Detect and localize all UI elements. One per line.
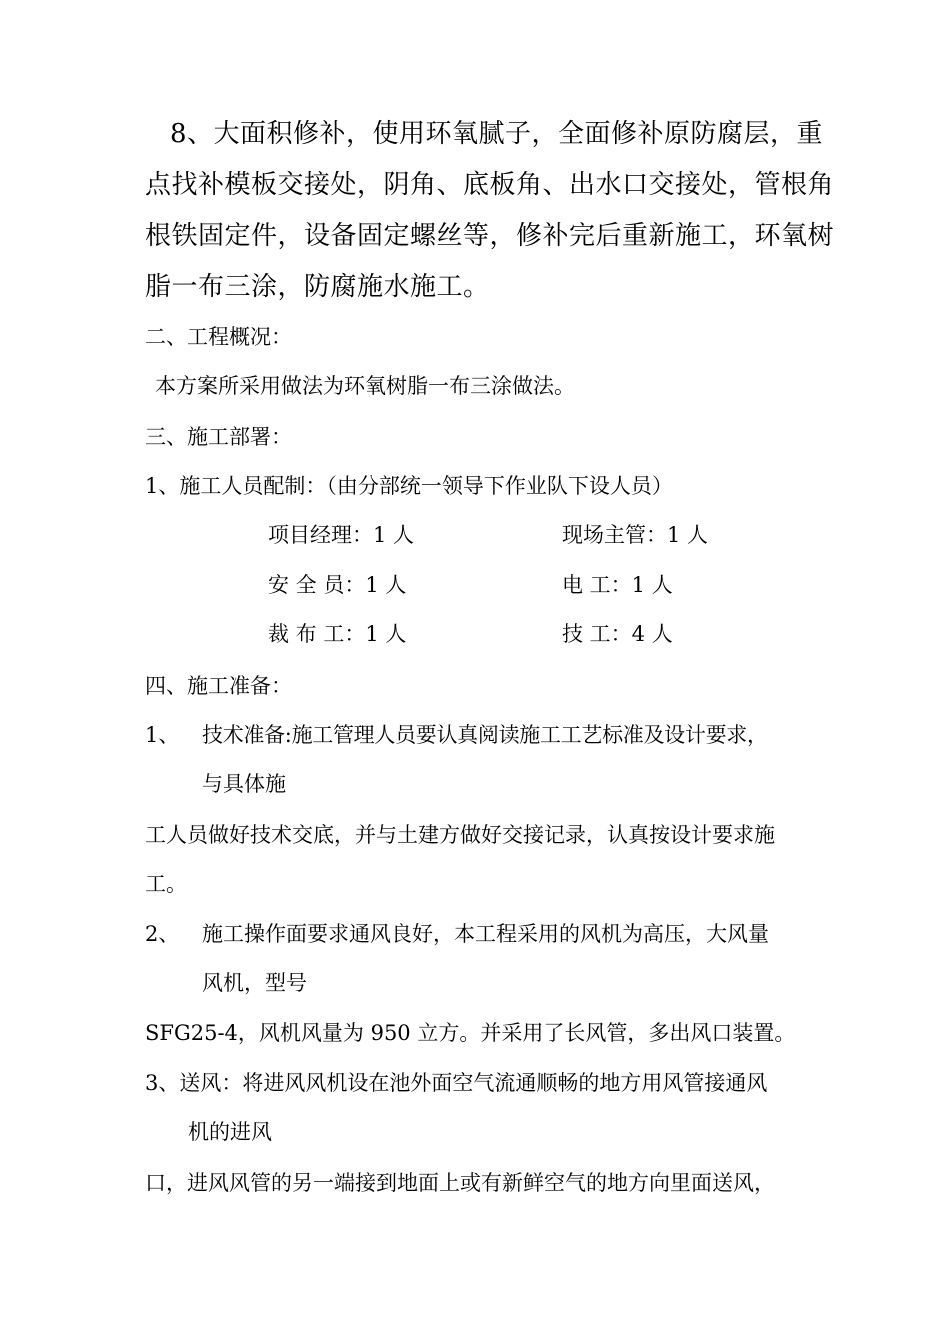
para8-line-4: 脂一布三涂，防腐施水施工。 <box>145 272 490 302</box>
item-1-line-1: 技术准备:施工管理人员要认真阅读施工工艺标准及设计要求， <box>202 723 768 747</box>
section-2-heading: 二、工程概况： <box>145 325 292 349</box>
para8-line-1: 8、大面积修补，使用环氧腻子，全面修补原防腐层，重 <box>170 119 824 149</box>
staff-electrician: 电 工：1 人 <box>562 573 673 597</box>
section-3-item-1: 1、施工人员配制：（由分部统一领导下作业队下设人员） <box>145 474 673 498</box>
item-1-line-2: 与具体施 <box>202 772 286 796</box>
staff-site-supervisor: 现场主管：1 人 <box>562 523 709 547</box>
item-3-line-2: 机的进风 <box>188 1120 272 1144</box>
item-1-number: 1、 <box>145 723 180 747</box>
para8-line-2: 点找补模板交接处，阴角、底板角、出水口交接处，管根角 <box>145 170 835 200</box>
staff-technician: 技 工：4 人 <box>562 622 673 646</box>
section-2-body: 本方案所采用做法为环氧树脂一布三涂做法。 <box>155 374 575 398</box>
staff-cloth-cutter: 裁 布 工：1 人 <box>268 622 407 646</box>
section-4-heading: 四、施工准备： <box>145 674 292 698</box>
staff-safety-officer: 安 全 员：1 人 <box>268 573 407 597</box>
item-2-line-2: 风机，型号 <box>202 971 307 995</box>
item-2-number: 2、 <box>145 922 180 946</box>
section-3-heading: 三、施工部署： <box>145 425 292 449</box>
staff-project-manager: 项目经理：1 人 <box>268 523 415 547</box>
item-3-continuation-1: 口，进风风管的另一端接到地面上或有新鲜空气的地方向里面送风， <box>145 1171 775 1195</box>
item-1-continuation-2: 工。 <box>145 872 187 896</box>
item-2-line-1: 施工操作面要求通风良好，本工程采用的风机为高压，大风量 <box>202 922 769 946</box>
item-1-continuation-1: 工人员做好技术交底，并与土建方做好交接记录，认真按设计要求施 <box>145 823 775 847</box>
para8-line-3: 根铁固定件，设备固定螺丝等，修补完后重新施工，环氧树 <box>145 221 835 251</box>
item-2-continuation-1: SFG25-4，风机风量为 950 立方。并采用了长风管，多出风口装置。 <box>145 1021 796 1045</box>
item-3-line-1: 3、送风：将进风风机设在池外面空气流通顺畅的地方用风管接通风 <box>145 1071 768 1095</box>
